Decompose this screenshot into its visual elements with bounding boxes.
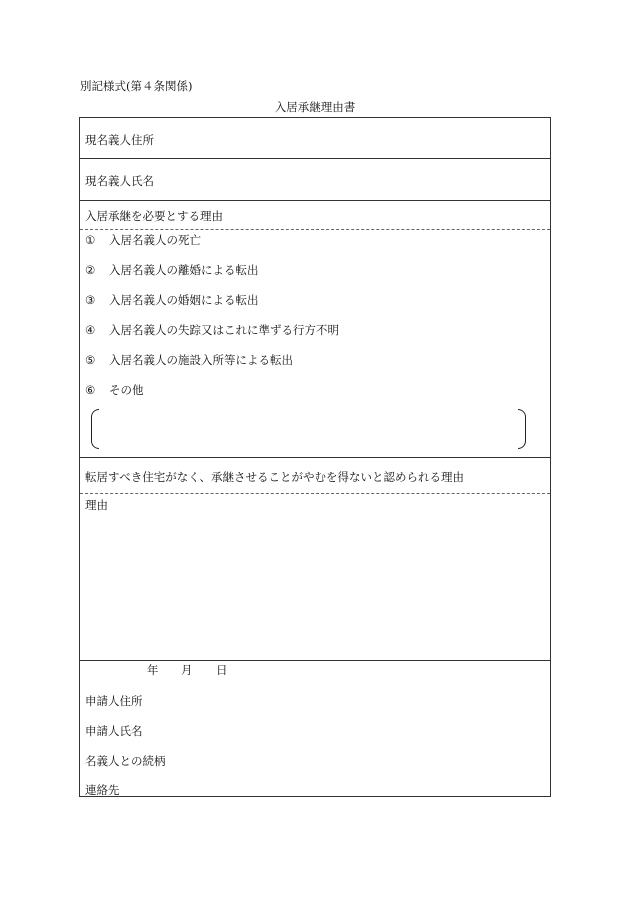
contact-label: 連絡先 <box>85 783 120 797</box>
form-table <box>79 117 551 797</box>
option-number: ① <box>85 233 96 247</box>
option-label: 入居名義人の離婚による転出 <box>109 263 259 277</box>
option-number: ③ <box>85 293 96 307</box>
holder-address-label: 現名義人住所 <box>85 133 154 147</box>
option-number: ⑥ <box>85 383 96 397</box>
reason-option-other[interactable] <box>85 382 144 398</box>
option-label: 入居名義人の失踪又はこれに準ずる行方不明 <box>109 323 339 337</box>
relation-label: 名義人との続柄 <box>85 754 166 768</box>
option-label: 入居名義人の婚姻による転出 <box>109 293 259 307</box>
date-day: 日 <box>216 663 228 677</box>
option-number: ④ <box>85 323 96 337</box>
reason-label: 理由 <box>85 498 108 512</box>
option-label: その他 <box>109 383 144 397</box>
date-year: 年 <box>147 663 159 677</box>
option-number: ② <box>85 263 96 277</box>
right-bracket <box>518 409 526 449</box>
justification-heading: 転居すべき住宅がなく、承継させることがやむを得ないと認められる理由 <box>85 470 465 484</box>
option-label: 入居名義人の死亡 <box>109 233 201 247</box>
row-divider <box>80 200 550 201</box>
form-label: 別記様式(第４条関係) <box>80 79 193 93</box>
left-bracket <box>91 409 99 449</box>
row-divider <box>80 457 550 458</box>
dashed-divider <box>80 493 550 494</box>
applicant-address-label: 申請人住所 <box>85 694 143 708</box>
row-divider <box>80 660 550 661</box>
option-label: 入居名義人の施設入所等による転出 <box>109 353 293 367</box>
reason-option-facility[interactable] <box>85 352 293 368</box>
reason-option-divorce[interactable] <box>85 262 259 278</box>
applicant-name-label: 申請人氏名 <box>85 724 143 738</box>
reason-option-death[interactable] <box>85 232 201 248</box>
form-title: 入居承継理由書 <box>274 100 356 114</box>
dashed-divider <box>80 229 550 230</box>
reason-option-marriage[interactable] <box>85 292 259 308</box>
holder-name-label: 現名義人氏名 <box>85 174 154 188</box>
reasons-heading: 入居承継を必要とする理由 <box>85 209 223 223</box>
reason-option-missing[interactable] <box>85 322 339 338</box>
option-number: ⑤ <box>85 353 96 367</box>
date-month: 月 <box>181 663 193 677</box>
row-divider <box>80 158 550 159</box>
